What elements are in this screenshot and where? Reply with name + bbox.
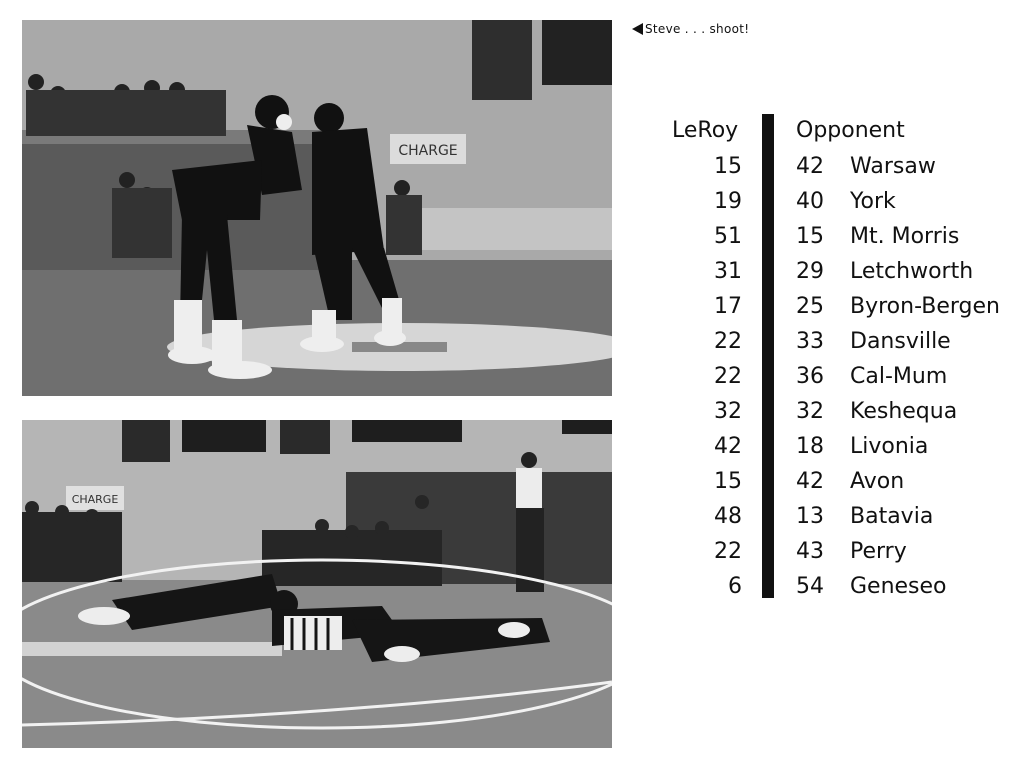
opponent-name: Mt. Morris bbox=[850, 224, 960, 249]
opponent-score: 54 bbox=[796, 574, 824, 599]
opponent-name: Warsaw bbox=[850, 154, 936, 179]
opponent-name: York bbox=[850, 189, 896, 214]
leroy-score: 17 bbox=[714, 294, 742, 319]
opponent-name: Perry bbox=[850, 539, 907, 564]
opponent-name: Keshequa bbox=[850, 399, 958, 424]
leroy-score: 51 bbox=[714, 224, 742, 249]
vertical-divider bbox=[762, 114, 774, 598]
header-leroy: LeRoy bbox=[672, 118, 739, 143]
opponent-name: Dansville bbox=[850, 329, 951, 354]
opponent-score: 40 bbox=[796, 189, 824, 214]
leroy-score: 22 bbox=[714, 539, 742, 564]
opponent-score: 42 bbox=[796, 469, 824, 494]
leroy-score: 32 bbox=[714, 399, 742, 424]
opponent-name: Letchworth bbox=[850, 259, 974, 284]
opponent-score: 29 bbox=[796, 259, 824, 284]
opponent-score: 33 bbox=[796, 329, 824, 354]
leroy-score: 22 bbox=[714, 329, 742, 354]
photo-caption bbox=[632, 22, 749, 36]
leroy-score: 15 bbox=[714, 154, 742, 179]
leroy-score: 15 bbox=[714, 469, 742, 494]
opponent-name: Byron-Bergen bbox=[850, 294, 1000, 319]
leroy-score: 31 bbox=[714, 259, 742, 284]
leroy-score: 6 bbox=[728, 574, 742, 599]
opponent-name: Avon bbox=[850, 469, 905, 494]
opponent-name: Batavia bbox=[850, 504, 934, 529]
leroy-score: 48 bbox=[714, 504, 742, 529]
leroy-score: 22 bbox=[714, 364, 742, 389]
header-opponent: Opponent bbox=[796, 118, 905, 143]
opponent-score: 42 bbox=[796, 154, 824, 179]
opponent-name: Geneseo bbox=[850, 574, 947, 599]
leroy-score: 42 bbox=[714, 434, 742, 459]
leroy-score: 19 bbox=[714, 189, 742, 214]
banner-text-top: CHARGE bbox=[398, 143, 458, 159]
opponent-score: 13 bbox=[796, 504, 824, 529]
opponent-score: 43 bbox=[796, 539, 824, 564]
opponent-score: 36 bbox=[796, 364, 824, 389]
opponent-score: 32 bbox=[796, 399, 824, 424]
opponent-name: Cal-Mum bbox=[850, 364, 948, 389]
opponent-score: 25 bbox=[796, 294, 824, 319]
wrestling-photo-bottom bbox=[22, 420, 612, 748]
banner-text-bottom: CHARGE bbox=[71, 493, 119, 506]
wrestling-photo-top bbox=[22, 20, 612, 396]
opponent-score: 18 bbox=[796, 434, 824, 459]
opponent-score: 15 bbox=[796, 224, 824, 249]
caption-text: Steve . . . shoot! bbox=[645, 22, 750, 36]
opponent-name: Livonia bbox=[850, 434, 929, 459]
left-arrow-icon bbox=[632, 23, 643, 35]
